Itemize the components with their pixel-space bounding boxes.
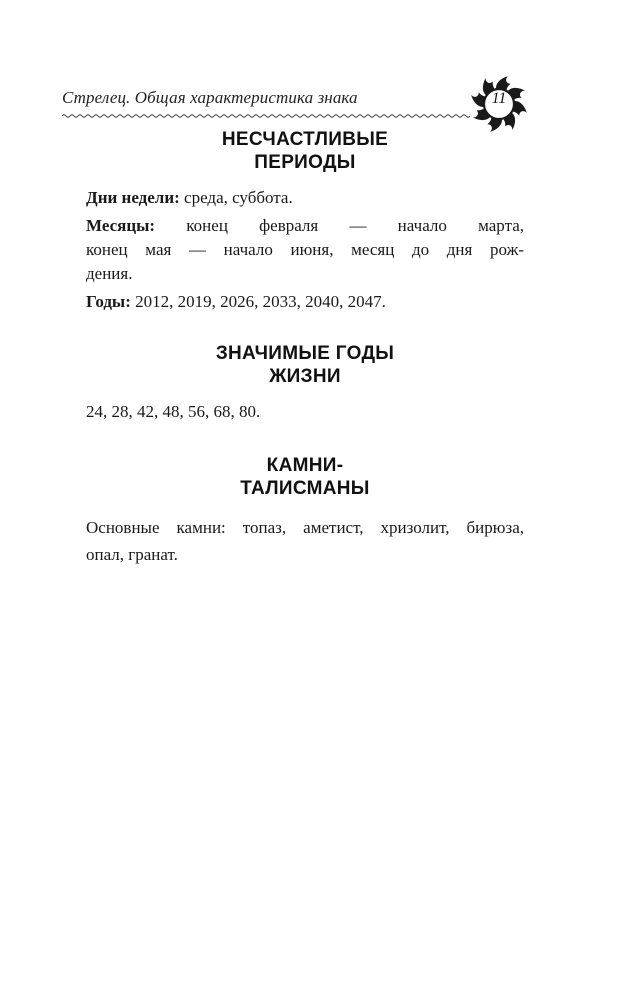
section-title-line: ЖИЗНИ: [269, 366, 341, 387]
section-title-line: ТАЛИСМАНЫ: [240, 478, 370, 499]
days-label: Дни недели:: [86, 188, 180, 207]
months-paragraph: [86, 214, 524, 286]
months-line: [86, 214, 524, 238]
section-title-line: ПЕРИОДЫ: [254, 152, 356, 173]
months-line-3: дения.: [86, 264, 133, 283]
page-content: [86, 128, 524, 568]
section-title-line: НЕСЧАСТЛИВЫЕ: [221, 129, 389, 150]
months-line-2: конец мая — начало июня, месяц до дня рож-: [86, 240, 524, 259]
stones-line-2: опал, гранат.: [86, 545, 178, 564]
section-title-line: ЗНАЧИМЫЕ ГОДЫ: [215, 343, 395, 364]
wavy-rule: [62, 112, 472, 120]
section-title-unlucky-periods: [86, 128, 524, 174]
stones-paragraph: [86, 514, 524, 568]
page-number: 11: [491, 90, 507, 107]
days-text: среда, суббота.: [179, 188, 293, 207]
months-label: Месяцы:: [86, 216, 156, 235]
section-title-significant-years: [86, 342, 524, 388]
running-head-title: Стрелец. Общая характеристика знака: [62, 88, 358, 107]
years-text: 2012, 2019, 2026, 2033, 2040, 2047.: [130, 292, 386, 311]
section-title-line: КАМНИ-: [266, 455, 344, 476]
section-title-talisman-stones: [86, 454, 524, 500]
running-header: [62, 82, 532, 122]
significant-years-paragraph: 24, 28, 42, 48, 56, 68, 80.: [86, 402, 261, 421]
years-paragraph: [86, 290, 524, 314]
days-of-week-paragraph: [86, 186, 524, 210]
years-label: Годы:: [86, 292, 131, 311]
stones-line-1: Основные камни: топаз, аметист, хризолит, бирюза,: [86, 518, 524, 537]
months-line-1: конец февраля — начало марта,: [155, 216, 524, 235]
